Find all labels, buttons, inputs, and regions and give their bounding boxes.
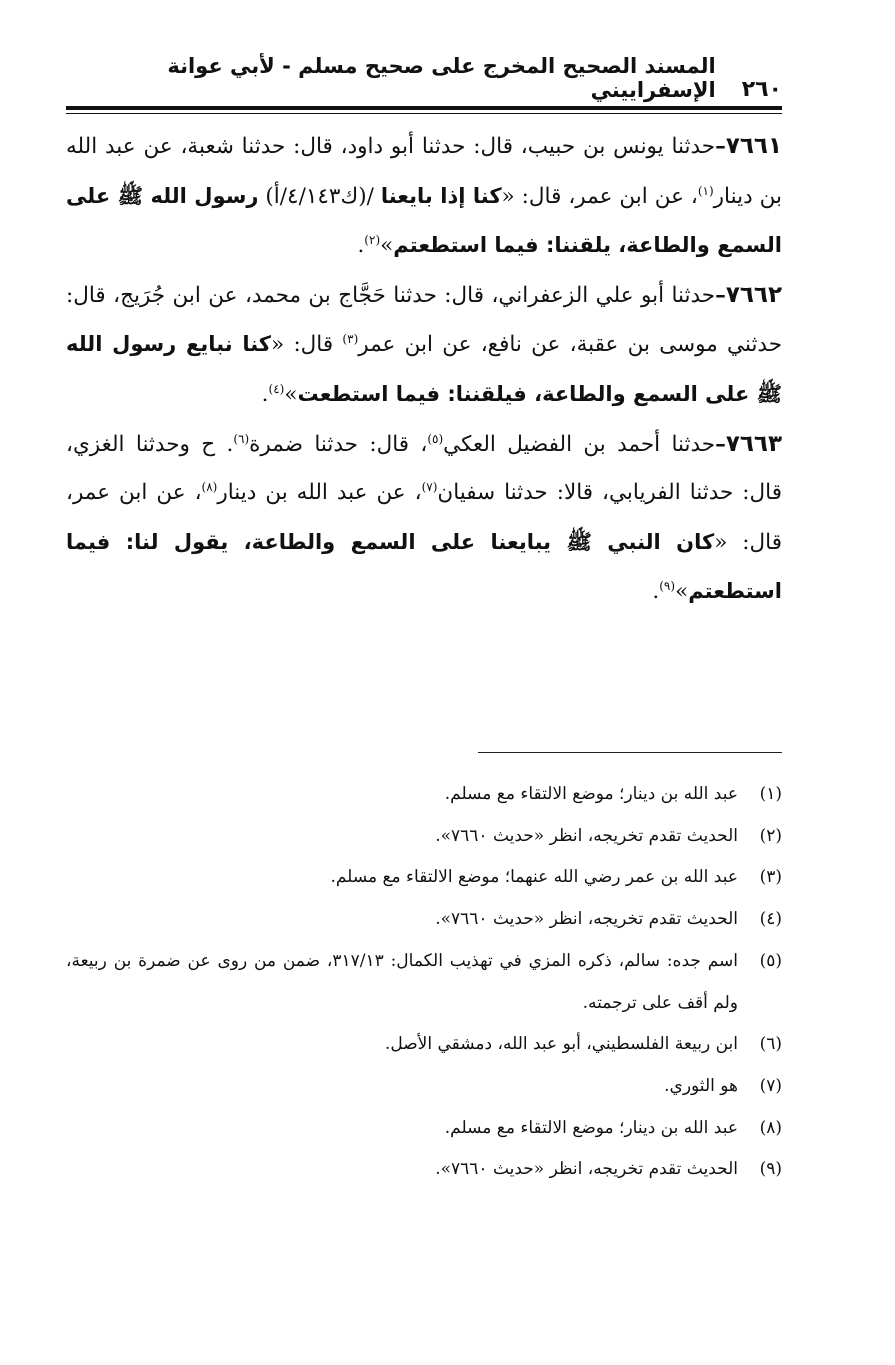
footnote-ref: (٦) (233, 431, 250, 446)
footnote-ref: (٨) (201, 480, 218, 494)
hadith-text: ، عن عبد الله بن دينار (217, 480, 422, 506)
header-rule-thick (66, 106, 782, 110)
hadith-text: ، عن ابن عمر، قال: « (501, 183, 698, 209)
footnote-ref: (١) (697, 183, 714, 198)
hadith-matn: رسول الله ﷺ على السمع والطاعة، يلقننا: فيما استطعتم (66, 183, 782, 258)
footnote-item (66, 1024, 782, 1066)
hadith-text: حدثنا أحمد بن الفضيل العكي (443, 431, 716, 457)
page-number: ٢٦٠ (741, 77, 782, 102)
footnote-item (66, 816, 782, 858)
hadith-matn: كنا نبايع رسول الله ﷺ على السمع والطاعة، فيلقننا: فيما استطعت (66, 332, 782, 406)
footnote-ref: (٤) (268, 381, 285, 396)
footnote-text: عبد الله بن دينار؛ موضع الالتقاء مع مسلم. (444, 784, 738, 804)
footnote-number: (٧) (759, 1075, 782, 1096)
hadith-7663: ٧٦٦٣–حدثنا أحمد بن الفضيل العكي$^{(٥)}$، قال: حدثنا ضمرة$^{(٦)}$. ح وحدثنا الغزي، قال: حدثنا الفريابي، قالا: حدثنا سفيان$^{(٧)}$، عن عبد الله بن دينار$^{(٨)}$، عن ابن عمر، قال: «كان النبي ﷺ يبايعنا على السمع والطاعة، يقول لنا: فيما استطعتم»$^{(٩)}$. (66, 430, 782, 605)
hadith-text: . (357, 233, 365, 259)
footnote-text: الحديث تقدم تخريجه، انظر «حديث ٧٦٦٠». (435, 909, 738, 930)
footnote-number: (١) (759, 784, 782, 804)
footnote-item (66, 1108, 782, 1150)
hadith-text: حدثنا يونس بن حبيب، قال: حدثنا أبو داود، قال: حدثنا شعبة، عن عبد الله بن دينار (66, 134, 782, 209)
footnotes-list (66, 774, 782, 1191)
footnote-text: اسم جده: سالم، ذكره المزي في تهذيب الكمال: ٣١٧/١٣، ضمن من روى عن ضمرة بن ربيعة، ولم أقف على ترجمته. (66, 950, 738, 1013)
book-title: المسند الصحيح المخرج على صحيح مسلم - لأبي عوانة الإسفراييني (167, 54, 716, 102)
footnote-item (66, 774, 782, 816)
hadith-text: ، عن ابن عمر، قال: « (66, 480, 782, 555)
footnote-item (66, 899, 782, 941)
footnote-ref: (٧) (421, 480, 438, 494)
running-header (66, 54, 782, 102)
hadith-text: ، قال: حدثنا ضمرة (249, 431, 428, 457)
footnote-number: (٤) (759, 909, 782, 930)
main-text (66, 122, 782, 617)
footnote-item (66, 1066, 782, 1108)
hadith-text: » (380, 233, 394, 259)
footnote-text: هو الثوري. (664, 1075, 738, 1096)
footnote-ref: (٩) (659, 579, 676, 594)
footnote-number: (٥) (759, 950, 782, 971)
footnote-text: عبد الله بن عمر رضي الله عنهما؛ موضع الالتقاء مع مسلم. (330, 867, 738, 888)
footnote-item (66, 857, 782, 899)
hadith-matn: كان النبي ﷺ يبايعنا على السمع والطاعة، يقول لنا: فيما استطعتم (66, 529, 782, 604)
footnote-item (66, 1149, 782, 1191)
hadith-number: ٧٦٦٣ (725, 430, 782, 457)
manuscript-reference: /(ك٤/١٤٣/أ) (258, 183, 381, 209)
footnote-ref: (٣) (342, 332, 359, 347)
hadith-7661: ٧٦٦١–حدثنا يونس بن حبيب، قال: حدثنا أبو داود، قال: حدثنا شعبة، عن عبد الله بن دينار$^{(١)}$، عن ابن عمر، قال: «كنا إذا بايعنا /(ك٤/١٤٣/أ) رسول الله ﷺ على السمع والطاعة، يلقننا: فيما استطعتم»$^{(٢)}$. (66, 133, 782, 259)
footnote-number: (٩) (759, 1159, 782, 1180)
footnote-separator (478, 752, 782, 753)
hadith-text: . (261, 381, 269, 407)
hadith-number: ٧٦٦١ (725, 133, 782, 159)
footnote-number: (٢) (759, 825, 782, 846)
footnote-number: (٣) (759, 867, 782, 888)
hadith-text: قال: « (271, 332, 343, 358)
footnote-ref: (٥) (427, 431, 444, 446)
footnote-text: عبد الله بن دينار؛ موضع الالتقاء مع مسلم. (444, 1117, 738, 1138)
footnote-number: (٨) (759, 1117, 782, 1138)
hadith-matn: كنا إذا بايعنا (380, 183, 502, 208)
header-rule-thin (66, 113, 782, 114)
hadith-text: . (652, 579, 660, 605)
footnote-ref: (٢) (364, 233, 381, 248)
hadith-text: » (675, 579, 689, 605)
footnote-item (66, 941, 782, 1024)
hadith-text: حدثنا أبو علي الزعفراني، قال: حدثنا حَجَّاج بن محمد، عن ابن جُرَيج، قال: حدثني موسى بن عقبة، عن نافع، عن ابن عمر (66, 282, 782, 358)
footnote-text: ابن ربيعة الفلسطيني، أبو عبد الله، دمشقي الأصل. (384, 1034, 738, 1055)
footnote-number: (٦) (759, 1034, 782, 1055)
footnote-text: الحديث تقدم تخريجه، انظر «حديث ٧٦٦٠». (435, 825, 738, 846)
footnote-text: الحديث تقدم تخريجه، انظر «حديث ٧٦٦٠». (435, 1159, 738, 1180)
hadith-text: . ح وحدثنا الغزي، قال: حدثنا الفريابي، قالا: حدثنا سفيان (66, 431, 782, 506)
hadith-7662: ٧٦٦٢–حدثنا أبو علي الزعفراني، قال: حدثنا حَجَّاج بن محمد، عن ابن جُرَيج، قال: حدثني موسى بن عقبة، عن نافع، عن ابن عمر$^{(٣)}$ قال: «كنا نبايع رسول الله ﷺ على السمع والطاعة، فيلقننا: فيما استطعت»$^{(٤)}$. (66, 281, 782, 407)
hadith-text: » (284, 381, 298, 407)
hadith-number: ٧٦٦٢ (725, 281, 782, 308)
